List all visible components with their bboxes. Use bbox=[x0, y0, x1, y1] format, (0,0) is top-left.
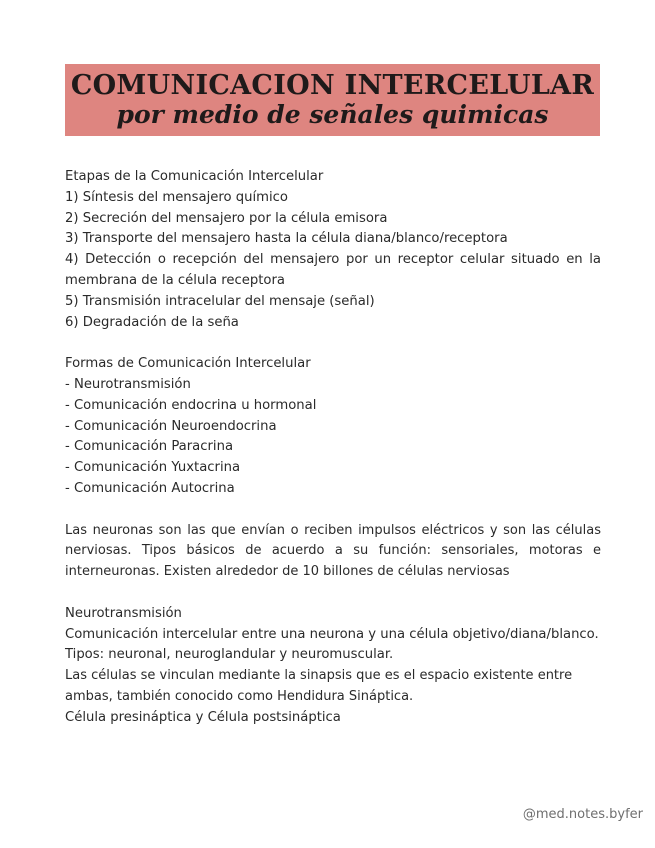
etapas-item: 5) Transmisión intracelular del mensaje (señal) bbox=[65, 293, 375, 309]
neurotransmision-tipos: Tipos: neuronal, neuroglandular y neuromuscular. bbox=[65, 647, 394, 663]
page-subtitle: por medio de señales quimicas bbox=[116, 100, 549, 129]
etapas-item: 4) Detección o recepción del mensajero por un receptor celular situado en la membrana de la célula receptora bbox=[65, 252, 601, 288]
formas-item: - Comunicación Neuroendocrina bbox=[65, 418, 277, 434]
spacer bbox=[65, 500, 601, 521]
title-banner bbox=[65, 64, 600, 136]
footer-credit: @med.notes.byfer bbox=[522, 807, 643, 822]
formas-item: - Neurotransmisión bbox=[65, 376, 191, 392]
neurotransmision-sinapsis: Las células se vinculan mediante la sinapsis que es el espacio existente entre ambas, también conocido como Hendidura Sináptica. bbox=[65, 668, 573, 704]
formas-item: - Comunicación Yuxtacrina bbox=[65, 460, 241, 476]
formas-item: - Comunicación endocrina u hormonal bbox=[65, 397, 317, 413]
etapas-item: 2) Secreción del mensajero por la célula emisora bbox=[65, 210, 388, 226]
spacer bbox=[65, 583, 601, 604]
etapas-section bbox=[65, 167, 601, 333]
neurotransmision-celulas: Célula presináptica y Célula postsináptica bbox=[65, 709, 341, 725]
etapas-item: 1) Síntesis del mensajero químico bbox=[65, 189, 289, 205]
formas-heading: Formas de Comunicación Intercelular bbox=[65, 356, 311, 372]
formas-item: - Comunicación Paracrina bbox=[65, 439, 234, 455]
neurotransmision-definition: Comunicación intercelular entre una neurona y una célula objetivo/diana/blanco. bbox=[65, 626, 599, 642]
spacer bbox=[65, 333, 601, 354]
notes-content bbox=[65, 167, 601, 729]
formas-section bbox=[65, 354, 601, 500]
neurotransmision-section bbox=[65, 604, 601, 729]
etapas-item: 6) Degradación de la seña bbox=[65, 314, 239, 330]
etapas-item: 3) Transporte del mensajero hasta la célula diana/blanco/receptora bbox=[65, 231, 508, 247]
formas-item: - Comunicación Autocrina bbox=[65, 480, 235, 496]
page-title: COMUNICACION INTERCELULAR bbox=[70, 70, 595, 101]
neuronas-paragraph: Las neuronas son las que envían o reciben impulsos eléctricos y son las células nerviosas. Tipos básicos de acuerdo a su función: sensoriales, motoras e interneuronas. Existen alrededor de 10 billones de células nerviosas bbox=[65, 522, 601, 580]
etapas-heading: Etapas de la Comunicación Intercelular bbox=[65, 169, 324, 184]
neuronas-section bbox=[65, 521, 601, 583]
neurotransmision-heading: Neurotransmisión bbox=[65, 605, 182, 621]
